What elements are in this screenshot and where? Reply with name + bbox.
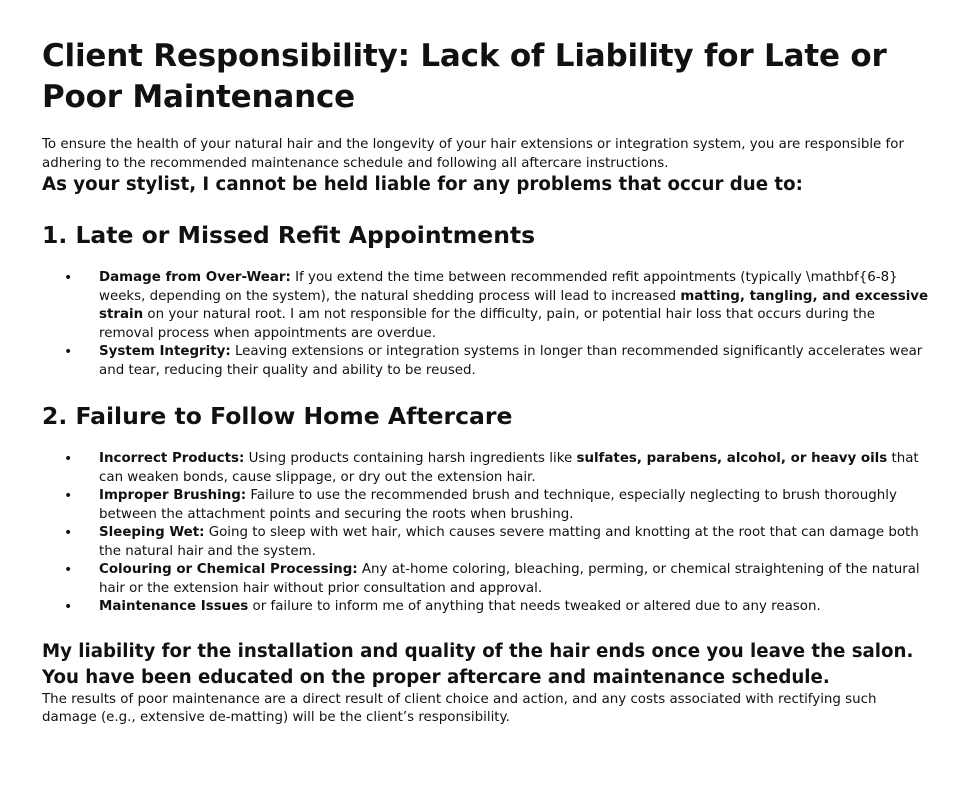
item-label: Sleeping Wet: <box>99 525 205 540</box>
refit-list <box>42 269 930 380</box>
item-label: Damage from Over-Wear: <box>99 270 291 285</box>
item-text: Using products containing harsh ingredients like <box>244 451 577 466</box>
aftercare-list <box>42 450 930 617</box>
item-text: Failure to use the recommended brush and technique, especially neglecting to brush thoroughly between the attachment points and securing the roots when brushing. <box>99 488 897 522</box>
section-heading-refit: 1. Late or Missed Refit Appointments <box>42 221 536 249</box>
closing-statement: My liability for the installation and quality of the hair ends once you leave the salon. You have been educated on the proper aftercare and maintenance schedule. <box>42 640 914 688</box>
item-text: Going to sleep with wet hair, which causes severe matting and knotting at the root that can damage both the natural hair and the system. <box>99 525 919 559</box>
item-label: Incorrect Products: <box>99 451 245 466</box>
section-heading-aftercare: 2. Failure to Follow Home Aftercare <box>42 402 513 430</box>
item-label: Colouring or Chemical Processing: <box>99 562 358 577</box>
item-emphasis: sulfates, parabens, alcohol, or heavy oils <box>576 451 888 466</box>
item-label: Maintenance Issues <box>99 599 249 614</box>
list-item <box>42 524 930 561</box>
item-text: Leaving extensions or integration systems in longer than recommended significantly accelerates wear and tear, reducing their quality and ability to be reused. <box>99 344 923 378</box>
item-text: that can weaken bonds, cause slippage, or dry out the extension hair. <box>99 451 919 485</box>
liability-lead: As your stylist, I cannot be held liable for any problems that occur due to: <box>42 174 803 195</box>
list-item <box>42 598 930 617</box>
document-title: Client Responsibility: Lack of Liability for Late or Poor Maintenance <box>42 38 887 115</box>
item-label: System Integrity: <box>99 344 231 359</box>
list-item <box>42 269 930 343</box>
intro-paragraph: To ensure the health of your natural hair and the longevity of your hair extensions or integration system, you are responsible for adhering to the recommended maintenance schedule and following all aftercare instructions. <box>42 137 904 171</box>
item-text: Any at-home coloring, bleaching, perming, or chemical straightening of the natural hair or the extension hair without prior consultation and approval. <box>99 562 920 596</box>
item-label: Improper Brushing: <box>99 488 247 503</box>
list-item <box>42 487 930 524</box>
list-item <box>42 343 930 380</box>
item-text: If you extend the time between recommended refit appointments (typically \mathbf{6-8} weeks, depending on the system), the natural shedding process will lead to increased <box>99 270 898 304</box>
list-item <box>42 561 930 598</box>
final-note: The results of poor maintenance are a direct result of client choice and action, and any costs associated with rectifying such damage (e.g., extensive de-matting) will be the client’s responsibility. <box>42 691 877 725</box>
item-text: on your natural root. I am not responsible for the difficulty, pain, or potential hair loss that occurs during the removal process when appointments are overdue. <box>99 307 875 341</box>
item-emphasis: matting, tangling, and excessive strain <box>99 288 929 322</box>
item-text: or failure to inform me of anything that needs tweaked or altered due to any reason. <box>248 599 821 614</box>
list-item <box>42 450 930 487</box>
